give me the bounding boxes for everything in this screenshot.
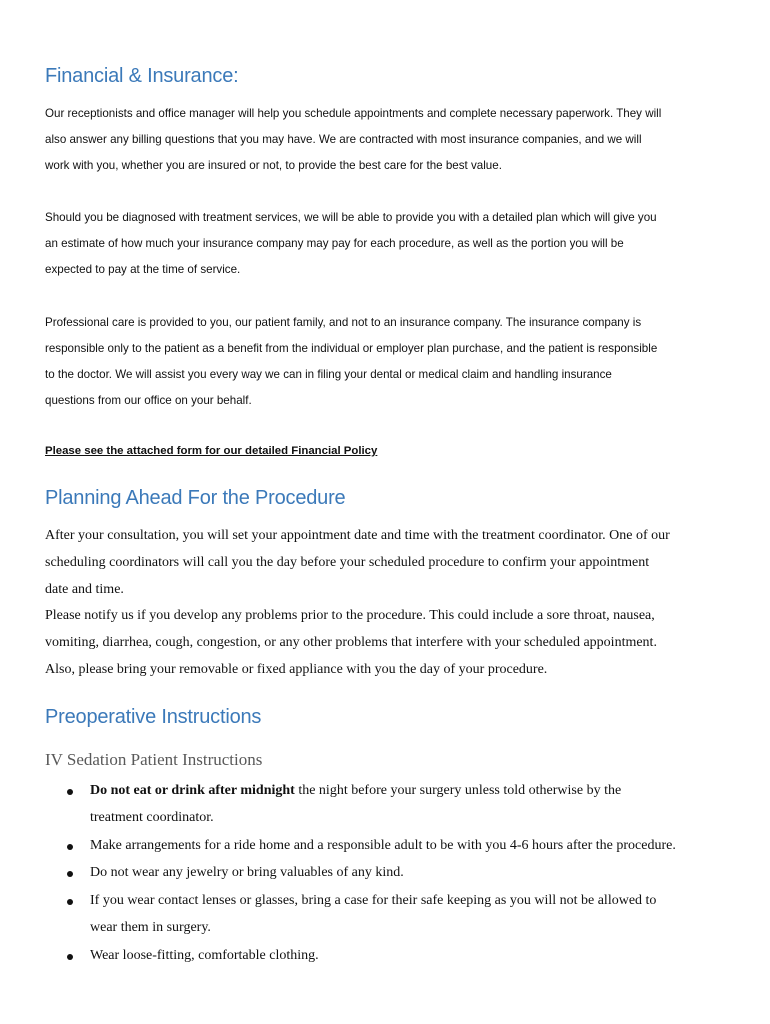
list-item <box>45 833 745 860</box>
financial-heading: Financial & Insurance: <box>45 65 239 87</box>
text-line: Professional care is provided to you, our patient family, and not to an insurance company. The insurance company is <box>45 316 642 329</box>
text-line: an estimate of how much your insurance company may pay for each procedure, as well as the portion you will be <box>45 237 624 250</box>
preoperative-heading: Preoperative Instructions <box>45 706 262 728</box>
financial-policy-link[interactable]: Please see the attached form for our detailed Financial Policy <box>45 445 378 457</box>
bullet-icon <box>67 844 73 850</box>
text-line: expected to pay at the time of service. <box>45 263 241 276</box>
bullet-icon <box>67 871 73 877</box>
text-line: also answer any billing questions that you may have. We are contracted with most insurance companies, and we will <box>45 133 642 146</box>
text-line: Should you be diagnosed with treatment services, we will be able to provide you with a detailed plan which will give you <box>45 211 657 224</box>
text-line: to the doctor. We will assist you every way we can in filing your dental or medical claim and handling insurance <box>45 368 612 381</box>
text-line <box>90 778 745 805</box>
iv-sedation-subheading: IV Sedation Patient Instructions <box>45 750 263 769</box>
text-line: Wear loose-fitting, comfortable clothing. <box>90 947 319 963</box>
financial-paragraph-2 <box>45 205 735 283</box>
list-item <box>45 860 745 887</box>
text-line: Do not wear any jewelry or bring valuables of any kind. <box>90 865 404 881</box>
list-item <box>45 778 745 832</box>
text-line: If you wear contact lenses or glasses, bring a case for their safe keeping as you will not be allowed to <box>90 893 657 909</box>
text-line: responsible only to the patient as a benefit from the individual or employer plan purchase, and the patient is responsible <box>45 342 658 355</box>
text-line: Our receptionists and office manager will help you schedule appointments and complete necessary paperwork. They will <box>45 107 662 120</box>
text-line: work with you, whether you are insured or not, to provide the best care for the best value. <box>45 159 502 172</box>
text-line: Make arrangements for a ride home and a responsible adult to be with you 4-6 hours after the procedure. <box>90 837 676 853</box>
list-item <box>45 888 745 942</box>
text-line: After your consultation, you will set your appointment date and time with the treatment coordinator. One of our <box>45 528 670 543</box>
text-line: Also, please bring your removable or fixed appliance with you the day of your procedure. <box>45 661 548 677</box>
financial-paragraph-3 <box>45 310 735 414</box>
planning-paragraph <box>45 523 735 684</box>
bullet-icon <box>67 899 73 905</box>
text-line: questions from our office on your behalf. <box>45 394 252 407</box>
text-line: vomiting, diarrhea, cough, congestion, or any other problems that interfere with your scheduled appointment. <box>45 635 657 651</box>
bullet-icon <box>67 789 73 795</box>
planning-heading: Planning Ahead For the Procedure <box>45 487 346 509</box>
text-line: Please notify us if you develop any problems prior to the procedure. This could include a sore throat, nausea, <box>45 608 655 624</box>
text-line: wear them in surgery. <box>90 919 211 935</box>
bullet-icon <box>67 954 73 960</box>
bold-emphasis: Do not eat or drink after midnight <box>90 783 295 798</box>
list-item <box>45 943 745 970</box>
text-line: treatment coordinator. <box>90 809 214 825</box>
preoperative-instructions-list <box>45 778 745 970</box>
text-run: the night before your surgery unless told otherwise by the <box>294 783 622 798</box>
financial-paragraph-1 <box>45 101 735 179</box>
text-line: scheduling coordinators will call you the day before your scheduled procedure to confirm your appointment <box>45 554 650 570</box>
text-line: date and time. <box>45 581 124 597</box>
